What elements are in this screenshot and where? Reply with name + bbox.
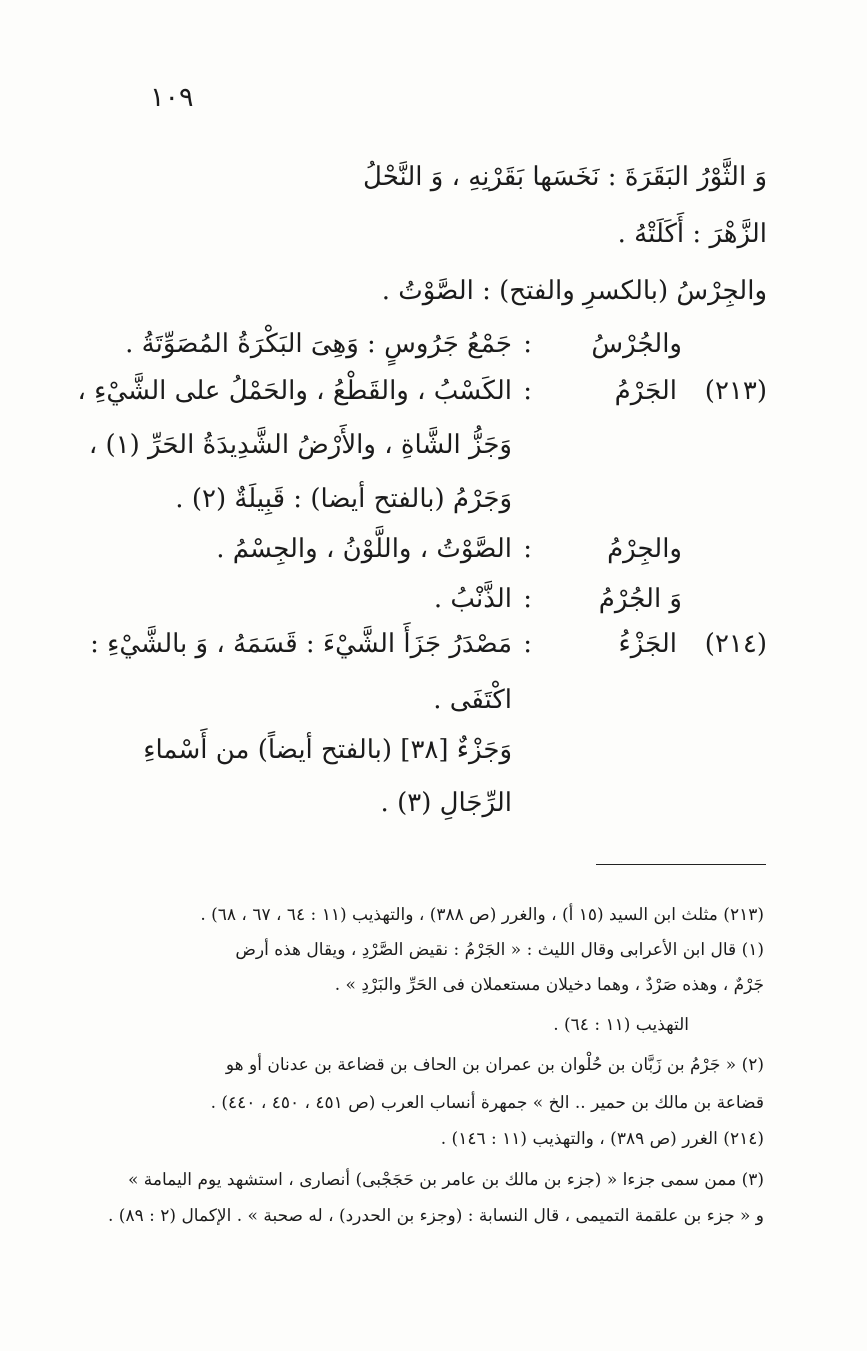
entry-number-214: (٢١٤) [704, 629, 767, 659]
footnote-1-line-1: (١) قال ابن الأعرابى وقال الليث : « الجَرْمُ : نقيض الصَّرْدِ ، ويقال هذه أرض [235, 940, 764, 960]
separator: : [523, 376, 532, 406]
page-number: ١٠٩ [150, 82, 194, 113]
headword-jurm: وَ الجُرْمُ [598, 584, 682, 614]
definition-jarm-1: الكَسْبُ ، والقَطْعُ ، والحَمْلُ على الشَّيْءِ ، [77, 376, 512, 406]
definition-jarm-2: وَجَزُّ الشَّاةِ ، والأَرْضُ الشَّدِيدَةُ الحَرِّ (١) ، [88, 430, 512, 460]
footnote-2-line-1: (٢) « جَرْمُ بن زَبَّان بن حُلْوان بن عمران بن الحاف بن قضاعة بن عدنان أو هو [225, 1055, 764, 1075]
entry-number-213: (٢١٣) [704, 376, 767, 406]
footnote-divider [596, 864, 766, 865]
definition-jirm: الصَّوْتُ ، واللَّوْنُ ، والجِسْمُ . [216, 534, 512, 564]
footnote-214: (٢١٤) الغرر (ص ٣٨٩) ، والتهذيب (١١ : ١٤٦) . [440, 1129, 764, 1149]
footnote-213: (٢١٣) مثلث ابن السيد (١٥ أ) ، والغرر (ص ٣٨٨) ، والتهذيب (١١ : ٦٤ ، ٦٧ ، ٦٨) . [200, 905, 764, 925]
definition-jaz-1: مَصْدَرُ جَزَأَ الشَّيْءَ : قَسَمَهُ ، وَ بالشَّيْءِ : [90, 629, 512, 659]
footnote-3-line-2: و « جزء بن علقمة التميمى ، قال النسابة : (وجزء بن الحدرد) ، له صحبة » . الإكمال (٢ : ٨٩) . [108, 1206, 764, 1226]
separator: : [523, 629, 532, 659]
definition-jurus: جَمْعُ جَرُوسٍ : وَهِىَ البَكْرَةُ المُصَوِّتَةُ . [125, 329, 512, 359]
intro-line-2: الزَّهْرَ : أَكَلَتْهُ . [617, 219, 767, 249]
headword-jurus: والجُرْسُ [591, 329, 682, 359]
definition-jurm: الذَّنْبُ . [433, 584, 512, 614]
separator: : [523, 329, 532, 359]
footnote-2-line-2: قضاعة بن مالك بن حمير .. الخ » جمهرة أنساب العرب (ص ٤٥١ ، ٤٥٠ ، ٤٤٠) . [210, 1093, 764, 1113]
headword-jirm: والجِرْمُ [607, 534, 682, 564]
headword-jaz: الجَزْءُ [618, 629, 677, 659]
definition-jaz-4: الرِّجَالِ (٣) . [380, 788, 512, 818]
headword-jarm: الجَرْمُ [614, 376, 677, 406]
footnote-1-line-2: جَرْمٌ ، وهذه صَرْدٌ ، وهما دخيلان مستعملان فى الحَرِّ والبَرْدِ » . [334, 975, 764, 995]
definition-jaz-2: اكْتَفَى . [433, 685, 512, 715]
entry-jirs: والجِرْسُ (بالكسرِ والفتح) : الصَّوْتُ . [381, 276, 767, 306]
definition-jaz-3: وَجَزْءٌ [٣٨] (بالفتح أيضاً) من أَسْماءِ [143, 735, 512, 765]
footnote-1-line-3: التهذيب (١١ : ٦٤) . [553, 1015, 689, 1035]
separator: : [523, 534, 532, 564]
separator: : [523, 584, 532, 614]
definition-jarm-3: وَجَرْمُ (بالفتح أيضا) : قَبِيلَةٌ (٢) . [175, 484, 512, 514]
intro-line-1: وَ الثَّوْرُ البَقَرَةَ : نَخَسَها بَقَرْنِهِ ، وَ النَّحْلُ [363, 162, 767, 192]
footnote-3-line-1: (٣) ممن سمى جزءا « (جزء بن مالك بن عامر بن حَجَجْبى) أنصارى ، استشهد يوم اليمامة » [127, 1170, 764, 1190]
